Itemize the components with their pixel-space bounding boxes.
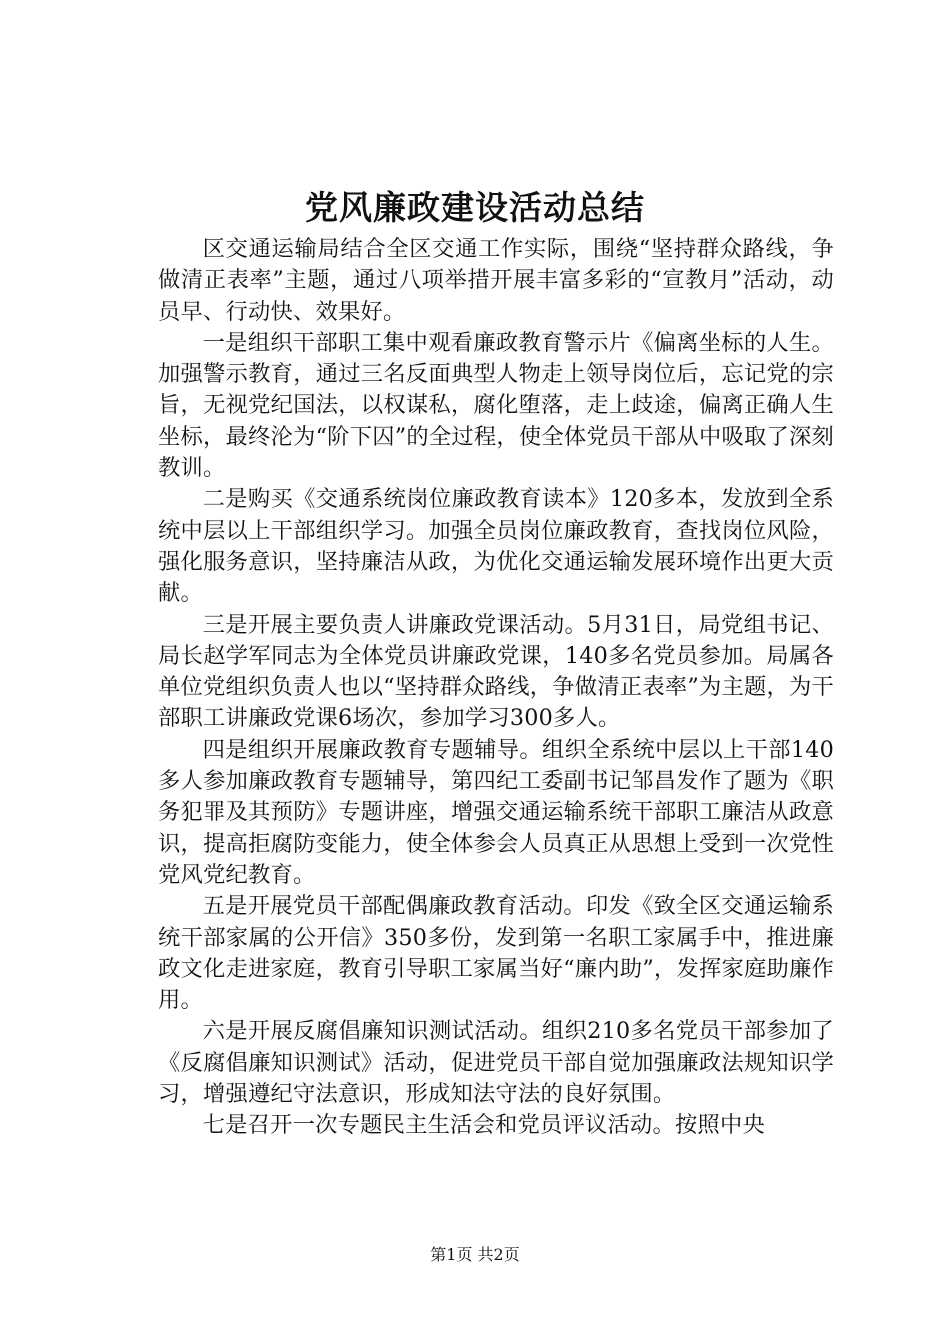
document-body (158, 234, 834, 1142)
paragraph-intro: 区交通运输局结合全区交通工作实际，围绕“坚持群众路线，争做清正表率”主题，通过八项举措开展丰富多彩的“宣教月”活动，动员早、行动快、效果好。 (158, 236, 834, 325)
paragraph-item-5: 五是开展党员干部配偶廉政教育活动。印发《致全区交通运输系统干部家属的公开信》350多份，发到第一名职工家属手中，推进廉政文化走进家庭，教育引导职工家属当好“廉内助”，发挥家庭助廉作用。 (158, 893, 834, 1014)
document-title: 党风廉政建设活动总结 (305, 188, 645, 227)
paragraph-item-4: 四是组织开展廉政教育专题辅导。组织全系统中层以上干部140多人参加廉政教育专题辅导，第四纪工委副书记邹昌发作了题为《职务犯罪及其预防》专题讲座，增强交通运输系统干部职工廉洁从政意识，提高拒腐防变能力，使全体参会人员真正从思想上受到一次党性党风党纪教育。 (158, 736, 834, 888)
paragraph-item-7: 七是召开一次专题民主生活会和党员评议活动。按照中央 (202, 1112, 766, 1139)
paragraph-item-6: 六是开展反腐倡廉知识测试活动。组织210多名党员干部参加了《反腐倡廉知识测试》活动，促进党员干部自觉加强廉政法规知识学习，增强遵纪守法意识，形成知法守法的良好氛围。 (158, 1018, 834, 1108)
paragraph-item-1: 一是组织干部职工集中观看廉政教育警示片《偏离坐标的人生。加强警示教育，通过三名反面典型人物走上领导岗位后，忘记党的宗旨，无视党纪国法，以权谋私，腐化堕落，走上歧途，偏离正确人生坐标，最终沦为“阶下囚”的全过程，使全体党员干部从中吸取了深刻教训。 (158, 329, 834, 482)
page-number-footer: 第1页 共2页 (430, 1245, 520, 1264)
paragraph-item-2: 二是购买《交通系统岗位廉政教育读本》120多本，发放到全系统中层以上干部组织学习。加强全员岗位廉政教育，查找岗位风险，强化服务意识，坚持廉洁从政，为优化交通运输发展环境作出更大贡献。 (158, 486, 834, 607)
paragraph-item-3: 三是开展主要负责人讲廉政党课活动。5月31日，局党组书记、局长赵学军同志为全体党员讲廉政党课，140多名党员参加。局属各单位党组织负责人也以“坚持群众路线，争做清正表率”为主题，为干部职工讲廉政党课6场次，参加学习300多人。 (158, 611, 834, 732)
